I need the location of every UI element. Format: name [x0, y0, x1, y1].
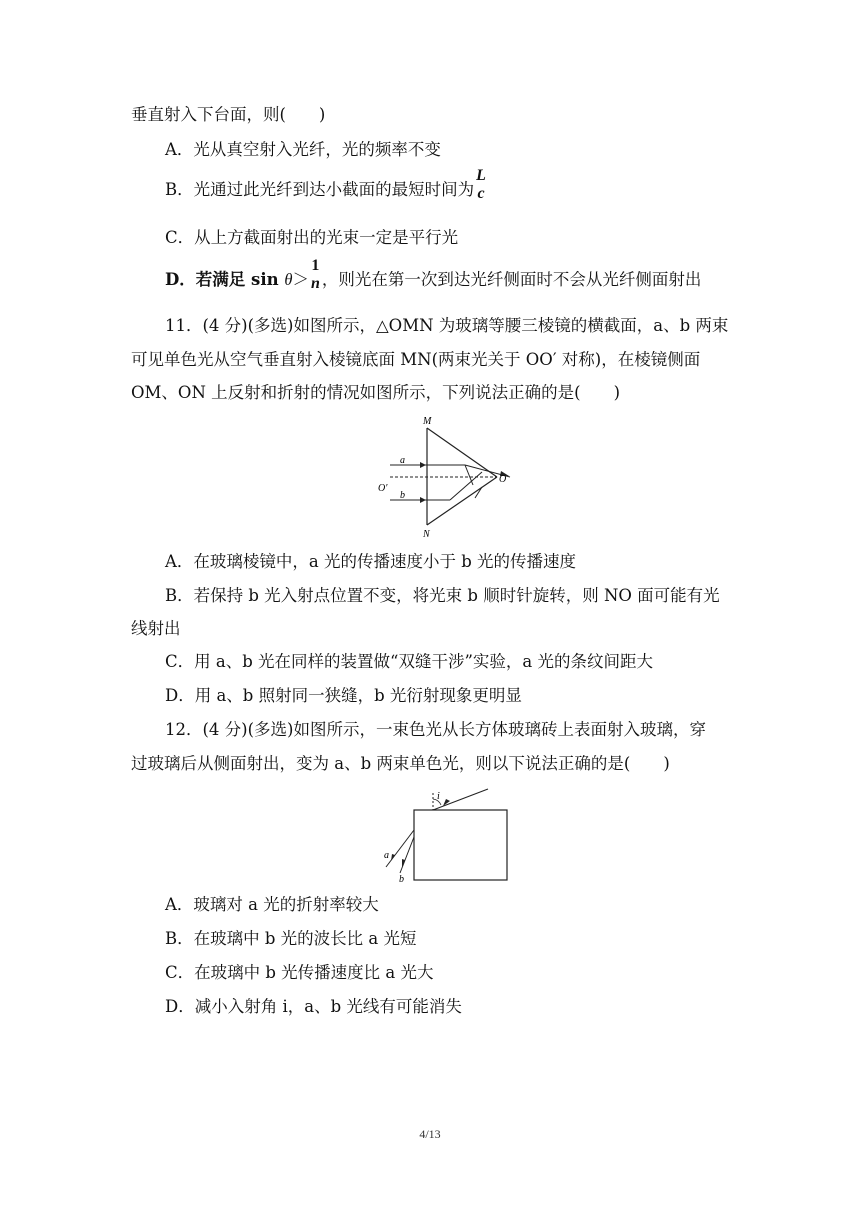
- q12-stem-line1: 12．(4 分)(多选)如图所示，一束色光从长方体玻璃砖上表面射入玻璃，穿: [165, 720, 706, 739]
- q10-option-d-fraction: [311, 257, 320, 293]
- ray-b-exit: [400, 837, 414, 873]
- ray-a-reflected: [465, 465, 473, 485]
- q10-option-d: [165, 256, 730, 293]
- q10-option-c: C．从上方截面射出的光束一定是平行光: [165, 228, 459, 247]
- q12-option-a: A．玻璃对 a 光的折射率较大: [165, 895, 379, 914]
- label-o-prime: O′: [378, 483, 388, 494]
- label-a: a: [400, 455, 405, 466]
- label-n: N: [423, 529, 430, 540]
- page-number: 4/13: [419, 1127, 441, 1141]
- label-b: b: [399, 874, 404, 885]
- label-o: O: [499, 474, 507, 485]
- label-b: b: [400, 490, 405, 501]
- glass-block-figure: [378, 785, 513, 885]
- glass-block: [414, 810, 507, 880]
- incident-ray: [433, 789, 488, 810]
- q11-stem-line2: 可见单色光从空气垂直射入棱镜底面 MN(两束光关于 OO′ 对称)，在棱镜侧面: [131, 350, 701, 369]
- prism-edge-no: [427, 477, 497, 525]
- q10-option-d-suffix: ，则光在第一次到达光纤侧面时不会从光纤侧面射出: [321, 270, 702, 289]
- q11-option-b-line2: 线射出: [131, 619, 181, 638]
- q11-option-c: C．用 a、b 光在同样的装置做“双缝干涉”实验，a 光的条纹间距大: [165, 652, 653, 671]
- label-i: i: [437, 791, 440, 802]
- q12-stem-line2: 过玻璃后从侧面射出，变为 a、b 两束单色光，则以下说法正确的是( ): [131, 754, 670, 773]
- theta-symbol: θ: [284, 270, 293, 289]
- q11-option-b-line1: B．若保持 b 光入射点位置不变，将光束 b 顺时针旋转，则 NO 面可能有光: [165, 586, 720, 605]
- fraction-numerator: L: [476, 166, 486, 184]
- q10-option-b-text: B．光通过此光纤到达小截面的最短时间为: [165, 180, 475, 199]
- prism-figure: [370, 410, 520, 540]
- q10-option-b: [165, 166, 730, 203]
- q11-option-a: A．在玻璃棱镜中，a 光的传播速度小于 b 光的传播速度: [165, 552, 577, 571]
- greater-than: ＞: [292, 270, 309, 289]
- fraction-denominator: n: [310, 274, 320, 292]
- q11-stem-line3: OM、ON 上反射和折射的情况如图所示，下列说法正确的是( ): [131, 383, 621, 402]
- q10-option-b-fraction: [476, 167, 486, 203]
- q10-option-a: A．光从真空射入光纤，光的频率不变: [165, 140, 441, 159]
- label-m: M: [423, 416, 432, 427]
- q10-option-d-prefix: D．若满足 sin: [165, 270, 285, 289]
- label-a: a: [384, 850, 389, 861]
- q10-stem-tail: 垂直射入下台面，则( ): [131, 105, 326, 124]
- fraction-numerator: 1: [311, 256, 320, 274]
- ray-b-reflected: [475, 487, 482, 498]
- q12-option-c: C．在玻璃中 b 光传播速度比 a 光大: [165, 963, 434, 982]
- fraction-denominator: c: [477, 184, 485, 202]
- q11-stem-line1: 11．(4 分)(多选)如图所示，△OMN 为玻璃等腰三棱镜的横截面，a、b 两束: [165, 316, 729, 335]
- q12-option-d: D．减小入射角 i，a、b 光线有可能消失: [165, 997, 462, 1016]
- ray-b-path: [450, 472, 482, 500]
- prism-edge-mo: [427, 428, 497, 477]
- q11-option-d: D．用 a、b 照射同一狭缝，b 光衍射现象更明显: [165, 686, 522, 705]
- q12-option-b: B．在玻璃中 b 光的波长比 a 光短: [165, 929, 417, 948]
